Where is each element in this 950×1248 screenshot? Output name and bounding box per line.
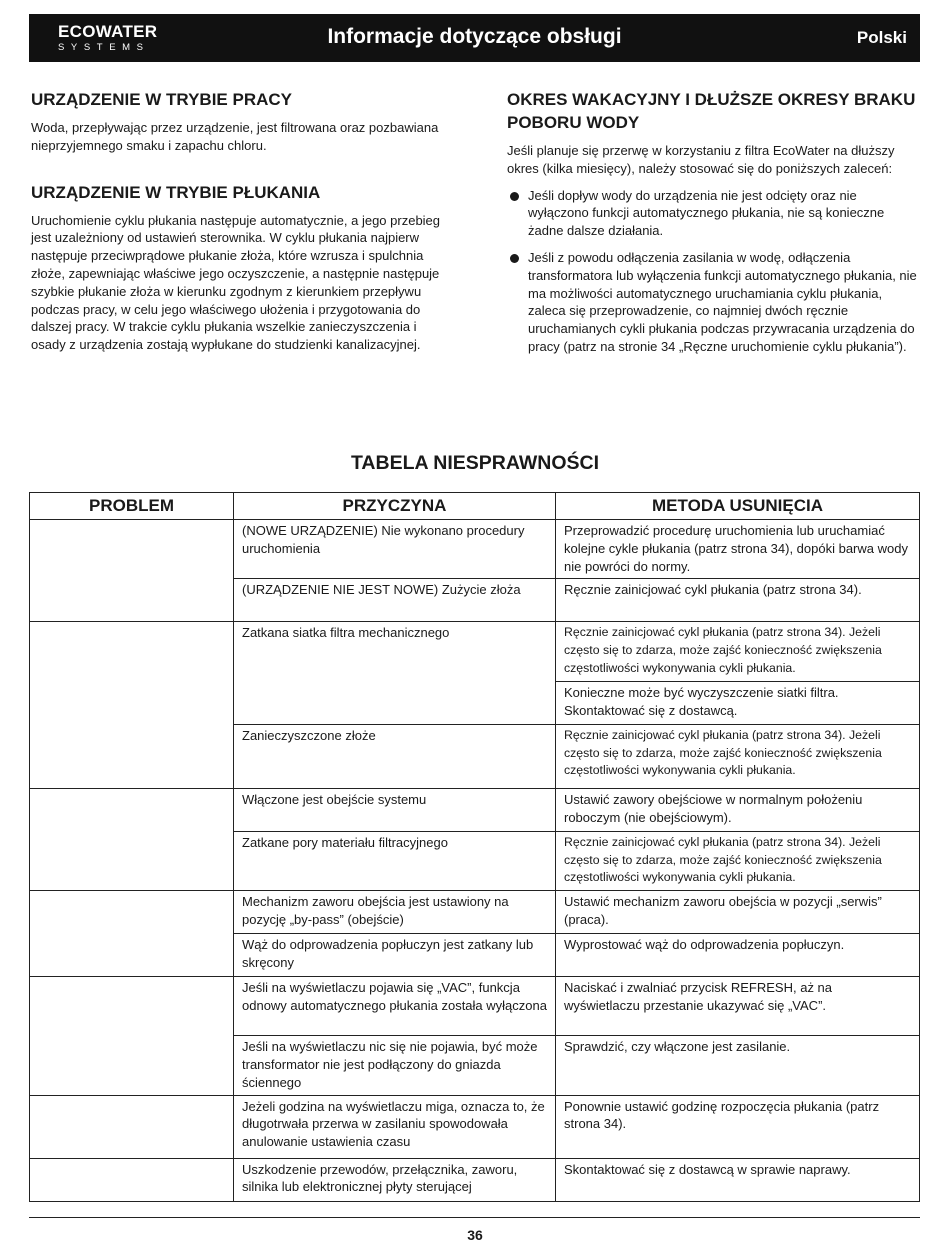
table-row — [30, 1158, 920, 1201]
brand-logo-subtitle: SYSTEMS — [58, 42, 150, 53]
table-header-row — [30, 493, 920, 520]
table-row — [30, 1095, 920, 1158]
fix-cell: Ręcznie zainicjować cykl płukania (patrz strona 34). Jeżeli często się to zdarza, może zajść konieczność zwiększenia częstotliwości wykonywania cykli płukania. — [556, 831, 920, 890]
section-text-rinse: Uruchomienie cyklu płukania następuje automatycznie, a jego przebieg jest uzależniony od ustawień sterownika. W cyklu płukania najpierw następuje przeciwprądowe płukanie złoża, które wzrusza i spulchnia złoże, zapewniając właściwe jego oczyszczenie, a następnie następuje szybkie płukanie złoża w kierunku zgodnym z kierunkiem przepływu podczas pracy, w celu jego właściwego ułożenia i przygotowania do dalszej pracy. W trakcie cyklu płukania wszelkie zanieczyszczenia i osady z urządzenia zostają wypłukane do studzienki kanalizacyjnej. — [31, 212, 441, 353]
cause-cell: Mechanizm zaworu obejścia jest ustawiony na pozycję „by-pass” (obejście) — [234, 891, 556, 934]
fix-cell: Ustawić mechanizm zaworu obejścia w pozycji „serwis” (praca). — [556, 891, 920, 934]
section-heading-rinse: URZĄDZENIE W TRYBIE PŁUKANIA — [31, 182, 321, 202]
vacation-bullet-list — [507, 187, 917, 356]
section-heading-operation: URZĄDZENIE W TRYBIE PRACY — [31, 90, 292, 109]
page-title: Informacje dotyczące obsługi — [327, 25, 622, 48]
header-problem: PROBLEM — [30, 493, 234, 520]
table-row — [30, 977, 920, 1036]
fix-cell: Wyprostować wąż do odprowadzenia popłuczyn. — [556, 934, 920, 977]
cause-cell: Jeżeli godzina na wyświetlaczu miga, oznacza to, że długotrwała przerwa w zasilaniu spowodowała anulowanie ustawienia czasu — [234, 1095, 556, 1158]
fix-cell: Ręcznie zainicjować cykl płukania (patrz strona 34). — [556, 579, 920, 622]
fix-cell: Naciskać i zwalniać przycisk REFRESH, aż na wyświetlaczu przestanie ukazywać się „VAC”. — [556, 977, 920, 1036]
brand-logo: ECOWATER — [58, 22, 158, 41]
footer-divider — [29, 1217, 920, 1218]
bullet-icon — [510, 192, 519, 201]
page-number: 36 — [467, 1227, 483, 1243]
fix-cell: Ustawić zawory obejściowe w normalnym położeniu roboczym (nie obejściowym). — [556, 788, 920, 831]
cause-cell: Jeśli na wyświetlaczu pojawia się „VAC”, funkcja odnowy automatycznego płukania została wyłączona — [234, 977, 556, 1036]
problem-cell — [30, 520, 234, 622]
fix-cell: Przeprowadzić procedurę uruchomienia lub uruchamiać kolejne cykle płukania (patrz strona 34), dopóki barwa wody nie powróci do normy. — [556, 520, 920, 579]
right-column — [507, 88, 917, 365]
language-label: Polski — [856, 28, 907, 47]
page-header — [29, 14, 920, 62]
fix-cell: Ponownie ustawić godzinę rozpoczęcia płukania (patrz strona 34). — [556, 1095, 920, 1158]
cause-cell: (NOWE URZĄDZENIE) Nie wykonano procedury uruchomienia — [234, 520, 556, 579]
troubleshooting-table — [29, 492, 920, 1202]
problem-cell — [30, 1095, 234, 1158]
problem-cell — [30, 1158, 234, 1201]
cause-cell: Uszkodzenie przewodów, przełącznika, zaworu, silnika lub elektronicznej płyty sterującej — [234, 1158, 556, 1201]
problem-cell — [30, 788, 234, 890]
cause-cell: Zatkana siatka filtra mechanicznego — [234, 622, 556, 724]
bullet-text: Jeśli z powodu odłączenia zasilania w wodę, odłączenia transformatora lub wyłączenia funkcji automatycznego płukania, nie ma możliwości automatycznego uruchamiania cyklu płukania, zaleca się przeprowadzenie, co najmniej dwóch ręcznie uruchamianych cykli płukania podczas przywracania urządzenia do pracy (patrz na stronie 34 „Ręczne uruchomienie cyklu płukania”). — [528, 249, 917, 354]
problem-cell — [30, 977, 234, 1095]
fix-cell: Ręcznie zainicjować cykl płukania (patrz strona 34). Jeżeli często się to zdarza, może zajść konieczność zwiększenia częstotliwości wykonywania cykli płukania. — [556, 622, 920, 681]
bullet-icon — [510, 254, 519, 263]
left-column — [31, 88, 451, 354]
header-fix: METODA USUNIĘCIA — [556, 493, 920, 520]
problem-cell — [30, 622, 234, 788]
fix-cell: Konieczne może być wyczyszczenie siatki filtra. Skontaktować się z dostawcą. — [556, 681, 920, 724]
cause-cell: Jeśli na wyświetlaczu nic się nie pojawia, być może transformator nie jest podłączony do gniazda ściennego — [234, 1036, 556, 1095]
list-item — [507, 187, 917, 240]
list-item — [507, 249, 917, 356]
fix-cell: Sprawdzić, czy włączone jest zasilanie. — [556, 1036, 920, 1095]
table-row — [30, 622, 920, 681]
header-cause: PRZYCZYNA — [234, 493, 556, 520]
cause-cell: Włączone jest obejście systemu — [234, 788, 556, 831]
section-text-vacation: Jeśli planuje się przerwę w korzystaniu z filtra EcoWater na dłuższy okres (kilka miesięcy), należy stosować się do poniższych zaleceń: — [507, 143, 895, 176]
table-title: TABELA NIESPRAWNOŚCI — [350, 452, 600, 474]
bullet-text: Jeśli dopływ wody do urządzenia nie jest odcięty oraz nie wyłączono funkcji automatycznego płukania, nie są konieczne żadne dalsze działania. — [528, 187, 885, 239]
cause-cell: (URZĄDZENIE NIE JEST NOWE) Zużycie złoża — [234, 579, 556, 622]
cause-cell: Zanieczyszczone złoże — [234, 724, 556, 788]
section-heading-vacation: OKRES WAKACYJNY I DŁUŻSZE OKRESY BRAKU POBORU WODY — [507, 90, 916, 132]
cause-cell: Zatkane pory materiału filtracyjnego — [234, 831, 556, 890]
cause-cell: Wąż do odprowadzenia popłuczyn jest zatkany lub skręcony — [234, 934, 556, 977]
problem-cell — [30, 891, 234, 977]
fix-cell: Ręcznie zainicjować cykl płukania (patrz strona 34). Jeżeli często się to zdarza, może zajść konieczność zwiększenia częstotliwości wykonywania cykli płukania. — [556, 724, 920, 788]
section-text-operation: Woda, przepływając przez urządzenie, jest filtrowana oraz pozbawiana nieprzyjemnego smaku i zapachu chloru. — [31, 120, 439, 153]
table-row — [30, 788, 920, 831]
table-row — [30, 520, 920, 579]
fix-cell: Skontaktować się z dostawcą w sprawie naprawy. — [556, 1158, 920, 1201]
table-row — [30, 891, 920, 934]
